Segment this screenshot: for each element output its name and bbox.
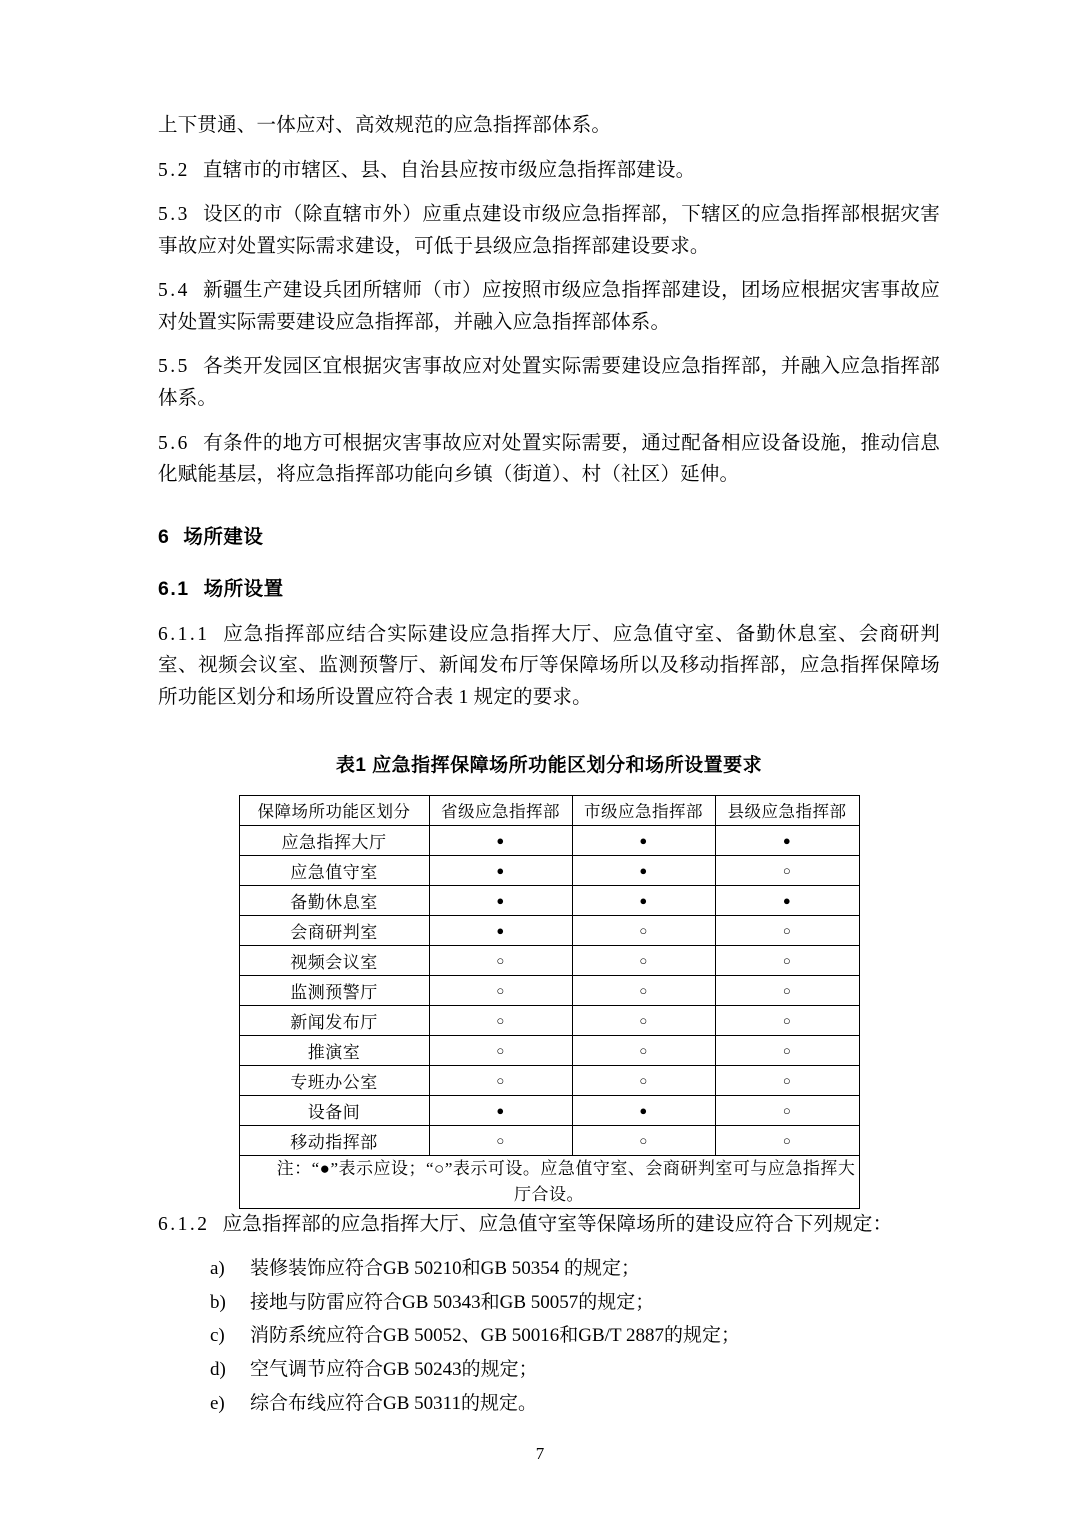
section-heading-6 bbox=[158, 521, 940, 549]
paragraph-text: 各类开发园区宜根据灾害事故应对处置实际需要建设应急指挥部，并融入应急指挥部体系。 bbox=[158, 356, 940, 410]
list-item bbox=[158, 1254, 940, 1285]
row-value: ○ bbox=[572, 975, 715, 1005]
row-value: ○ bbox=[715, 1125, 859, 1155]
clause-number: 5.6 bbox=[158, 432, 190, 454]
table-row bbox=[239, 915, 859, 945]
row-value: ○ bbox=[715, 855, 859, 885]
list-marker: b) bbox=[210, 1291, 226, 1313]
row-value: ○ bbox=[715, 1065, 859, 1095]
clause-number: 6.1.1 bbox=[158, 623, 210, 645]
section-number: 6 bbox=[158, 525, 170, 548]
list-marker: a) bbox=[210, 1257, 225, 1279]
table-row bbox=[239, 1065, 859, 1095]
list-marker: d) bbox=[210, 1359, 226, 1381]
paragraph-continuation bbox=[158, 110, 940, 142]
paragraph-5-6 bbox=[158, 428, 940, 491]
list-item bbox=[158, 1288, 940, 1319]
table-row bbox=[239, 885, 859, 915]
paragraph-text: 新疆生产建设兵团所辖师（市）应按照市级应急指挥部建设，团场应根据灾害事故应对处置实际需要建设应急指挥部，并融入应急指挥部体系。 bbox=[158, 280, 940, 333]
paragraph-text: 上下贯通、一体应对、高效规范的应急指挥部体系。 bbox=[158, 115, 612, 136]
row-value: ○ bbox=[715, 1005, 859, 1035]
row-value: ○ bbox=[572, 1125, 715, 1155]
table-header-cell: 省级应急指挥部 bbox=[429, 795, 572, 825]
list-marker: c) bbox=[210, 1325, 225, 1347]
row-value: ○ bbox=[429, 1065, 572, 1095]
row-value: ○ bbox=[429, 945, 572, 975]
row-value: ● bbox=[429, 885, 572, 915]
section-title: 场所建设 bbox=[183, 525, 264, 548]
row-label: 应急指挥大厅 bbox=[239, 825, 429, 855]
table-row bbox=[239, 855, 859, 885]
row-value: ● bbox=[429, 915, 572, 945]
row-label: 会商研判室 bbox=[239, 915, 429, 945]
row-label: 监测预警厅 bbox=[239, 975, 429, 1005]
row-label: 新闻发布厅 bbox=[239, 1005, 429, 1035]
table-caption: 表1 应急指挥保障场所功能区划分和场所设置要求 bbox=[335, 754, 763, 776]
page-number: 7 bbox=[535, 1444, 545, 1463]
table-header-row bbox=[239, 795, 859, 825]
table-header-cell: 市级应急指挥部 bbox=[572, 795, 715, 825]
paragraph-text: 应急指挥部的应急指挥大厅、应急值守室等保障场所的建设应符合下列规定： bbox=[222, 1214, 893, 1236]
row-label: 专班办公室 bbox=[239, 1065, 429, 1095]
row-value: ○ bbox=[429, 1035, 572, 1065]
table-note-row bbox=[239, 1155, 859, 1209]
row-value: ● bbox=[572, 1095, 715, 1125]
row-label: 视频会议室 bbox=[239, 945, 429, 975]
row-value: ○ bbox=[715, 1035, 859, 1065]
row-label: 备勤休息室 bbox=[239, 885, 429, 915]
row-value: ○ bbox=[429, 975, 572, 1005]
paragraph-5-2 bbox=[158, 155, 940, 187]
paragraph-text: 应急指挥部应结合实际建设应急指挥大厅、应急值守室、备勤休息室、会商研判室、视频会议室、监测预警厅、新闻发布厅等保障场所以及移动指挥部，应急指挥保障场所功能区划分和场所设置应符合表 1 规定的要求。 bbox=[158, 623, 940, 708]
table-row bbox=[239, 1005, 859, 1035]
clause-number: 5.3 bbox=[158, 204, 190, 226]
row-value: ○ bbox=[572, 1065, 715, 1095]
row-value: ● bbox=[429, 855, 572, 885]
paragraph-6-1-1 bbox=[158, 619, 940, 714]
list-item-text: 空气调节应符合GB 50243的规定； bbox=[250, 1359, 538, 1381]
table-row bbox=[239, 945, 859, 975]
row-label: 推演室 bbox=[239, 1035, 429, 1065]
row-value: ○ bbox=[572, 915, 715, 945]
row-value: ● bbox=[429, 1095, 572, 1125]
clause-number: 5.2 bbox=[158, 159, 190, 181]
ordered-list-6-1-2 bbox=[158, 1254, 940, 1420]
section-heading-6-1 bbox=[158, 573, 940, 601]
list-item-text: 综合布线应符合GB 50311的规定。 bbox=[250, 1392, 537, 1414]
list-item bbox=[158, 1321, 940, 1352]
paragraph-text: 直辖市的市辖区、县、自治县应按市级应急指挥部建设。 bbox=[202, 159, 696, 181]
list-item-text: 接地与防雷应符合GB 50343和GB 50057的规定； bbox=[250, 1291, 655, 1313]
row-value: ● bbox=[572, 825, 715, 855]
section-title: 场所设置 bbox=[203, 577, 284, 600]
row-value: ○ bbox=[572, 1035, 715, 1065]
table-note-text: 注：“●”表示应设；“○”表示可设。应急值守室、会商研判室可与应急指挥大厅合设。 bbox=[276, 1158, 856, 1204]
clause-number: 5.4 bbox=[158, 280, 190, 302]
section-number: 6.1 bbox=[158, 577, 190, 600]
row-value: ○ bbox=[429, 1005, 572, 1035]
table-note bbox=[239, 1155, 859, 1209]
row-value: ○ bbox=[715, 915, 859, 945]
row-value: ○ bbox=[715, 945, 859, 975]
list-marker: e) bbox=[210, 1392, 225, 1414]
row-value: ○ bbox=[715, 1095, 859, 1125]
row-label: 应急值守室 bbox=[239, 855, 429, 885]
table-header-cell: 县级应急指挥部 bbox=[715, 795, 859, 825]
table-row bbox=[239, 1095, 859, 1125]
row-value: ○ bbox=[572, 945, 715, 975]
clause-number: 5.5 bbox=[158, 356, 190, 378]
row-value: ● bbox=[715, 885, 859, 915]
list-item-text: 装修装饰应符合GB 50210和GB 50354 的规定； bbox=[250, 1257, 641, 1279]
row-value: ○ bbox=[572, 1005, 715, 1035]
row-value: ○ bbox=[715, 975, 859, 1005]
row-label: 移动指挥部 bbox=[239, 1125, 429, 1155]
table-row bbox=[239, 975, 859, 1005]
row-value: ○ bbox=[429, 1125, 572, 1155]
table-row bbox=[239, 1125, 859, 1155]
row-value: ● bbox=[429, 825, 572, 855]
table-row bbox=[239, 825, 859, 855]
row-value: ● bbox=[572, 855, 715, 885]
list-item-text: 消防系统应符合GB 50052、GB 50016和GB/T 2887的规定； bbox=[250, 1325, 740, 1347]
row-label: 设备间 bbox=[239, 1095, 429, 1125]
paragraph-text: 设区的市（除直辖市外）应重点建设市级应急指挥部，下辖区的应急指挥部根据灾害事故应对处置实际需求建设，可低于县级应急指挥部建设要求。 bbox=[158, 204, 940, 257]
paragraph-5-3 bbox=[158, 199, 940, 262]
table-header-cell: 保障场所功能区划分 bbox=[239, 795, 429, 825]
table-row bbox=[239, 1035, 859, 1065]
row-value: ● bbox=[572, 885, 715, 915]
paragraph-5-4 bbox=[158, 275, 940, 338]
paragraph-text: 有条件的地方可根据灾害事故应对处置实际需要，通过配备相应设备设施，推动信息化赋能基层，将应急指挥部功能向乡镇（街道）、村（社区）延伸。 bbox=[158, 432, 940, 486]
clause-number: 6.1.2 bbox=[158, 1214, 210, 1236]
requirements-table bbox=[239, 795, 860, 1210]
row-value: ● bbox=[715, 825, 859, 855]
list-item bbox=[158, 1355, 940, 1386]
paragraph-6-1-2 bbox=[158, 1209, 940, 1241]
paragraph-5-5 bbox=[158, 351, 940, 414]
list-item bbox=[158, 1389, 940, 1420]
